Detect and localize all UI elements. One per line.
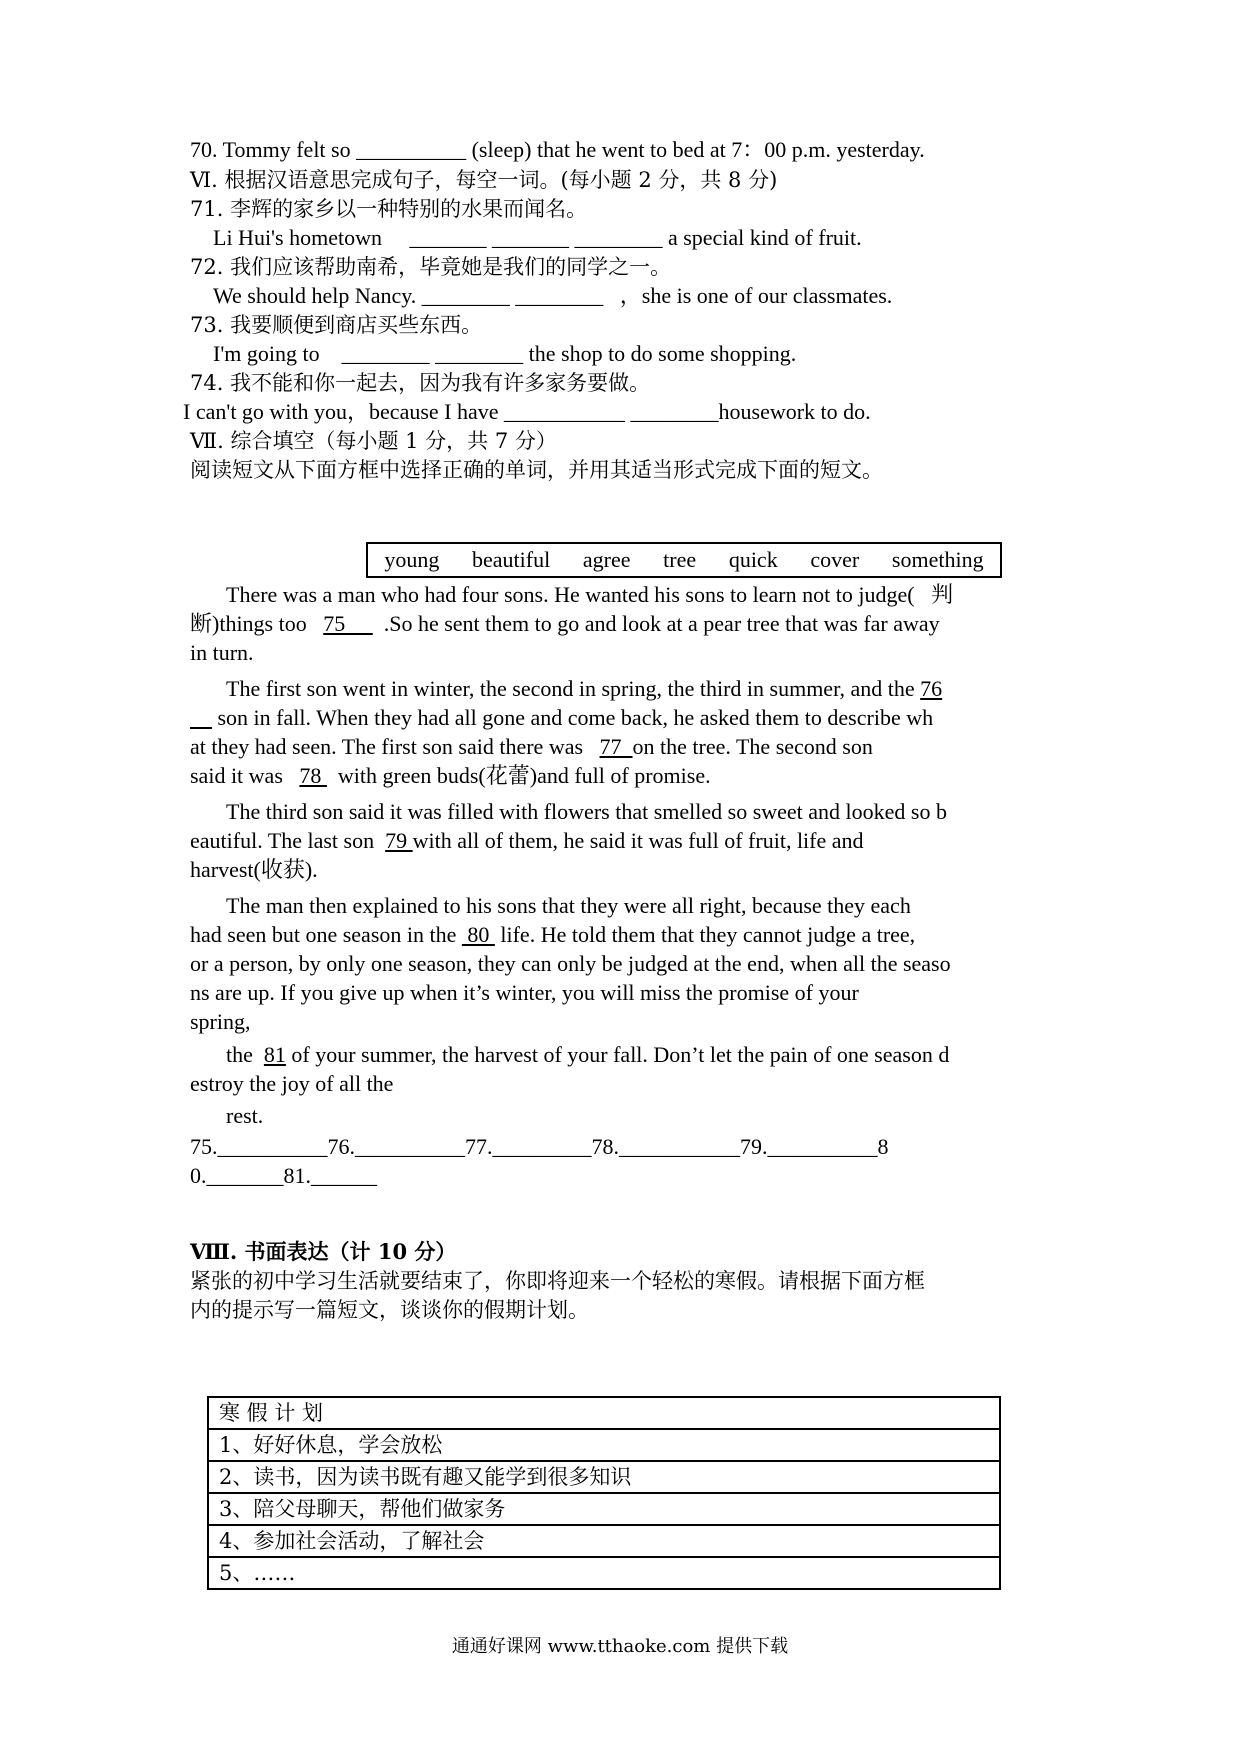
blank-76: 76 xyxy=(920,676,943,701)
question-70: 70. Tommy felt so __________ (sleep) that he went to bed at 7：00 p.m. yesterday. xyxy=(190,137,925,162)
passage-line: harvest(收获). xyxy=(190,857,318,882)
vacation-plan-table xyxy=(207,1396,1001,1590)
word-box-item: quick xyxy=(728,547,778,572)
word-box-item: agree xyxy=(582,547,631,572)
word-box-item: beautiful xyxy=(472,547,551,572)
passage-line: the 81 of your summer, the harvest of your fall. Don’t let the pain of one season d xyxy=(226,1042,950,1067)
plan-table-title: 寒 假 计 划 xyxy=(208,1397,1000,1429)
answer-line: 0._______81.______ xyxy=(190,1163,377,1188)
blank-77: 77 xyxy=(599,734,633,759)
question-72-chinese: 72. 我们应该帮助南希，毕竟她是我们的同学之一。 xyxy=(190,255,672,279)
passage-line: in turn. xyxy=(190,640,254,665)
plan-row: 4、参加社会活动，了解社会 xyxy=(208,1525,1000,1557)
section-8-instruction: 紧张的初中学习生活就要结束了，你即将迎来一个轻松的寒假。请根据下面方框 xyxy=(190,1269,925,1293)
question-74-chinese: 74. 我不能和你一起去，因为我有许多家务要做。 xyxy=(190,371,651,395)
blank-76-underline xyxy=(190,705,212,730)
plan-row: 1、好好休息，学会放松 xyxy=(208,1429,1000,1461)
passage-line: rest. xyxy=(226,1103,264,1128)
passage-line: ns are up. If you give up when it’s winter, you will miss the promise of your xyxy=(190,980,859,1005)
plan-row: 3、陪父母聊天，帮他们做家务 xyxy=(208,1493,1000,1525)
plan-row: 5、…… xyxy=(208,1557,1000,1589)
passage-line: eautiful. The last son 79 with all of them, he said it was full of fruit, life and xyxy=(190,828,864,853)
passage-line: The man then explained to his sons that they were all right, because they each xyxy=(226,893,911,918)
question-74-english: I can't go with you，because I have ___________ ________housework to do. xyxy=(183,399,871,424)
passage-line: estroy the joy of all the xyxy=(190,1071,394,1096)
word-box-item: cover xyxy=(810,547,860,572)
section-7-heading: Ⅶ. 综合填空（每小题 1 分，共 7 分） xyxy=(190,429,557,453)
question-71-chinese: 71. 李辉的家乡以一种特别的水果而闻名。 xyxy=(190,197,588,221)
blank-78: 78 xyxy=(299,763,327,788)
question-72-english: We should help Nancy. ________ ________ ，she is one of our classmates. xyxy=(213,283,893,308)
passage-line: spring, xyxy=(190,1009,251,1034)
passage-line: The first son went in winter, the second in spring, the third in summer, and the 76 xyxy=(226,676,943,701)
question-71-english: Li Hui's hometown _______ _______ ________ a special kind of fruit. xyxy=(213,225,862,250)
question-73-chinese: 73. 我要顺便到商店买些东西。 xyxy=(190,313,483,337)
section-6-heading: Ⅵ. 根据汉语意思完成句子，每空一词。(每小题 2 分，共 8 分) xyxy=(190,168,778,192)
passage-line: said it was 78 with green buds(花蕾)and full of promise. xyxy=(190,763,711,788)
word-box-item: young xyxy=(384,547,440,572)
passage-line: son in fall. When they had all gone and come back, he asked them to describe wh xyxy=(190,703,933,733)
section-8-instruction: 内的提示写一篇短文，谈谈你的假期计划。 xyxy=(190,1298,589,1322)
passage-line: The third son said it was filled with flowers that smelled so sweet and looked so b xyxy=(226,799,947,824)
word-box xyxy=(366,542,1002,578)
footer: 通通好课网 www.tthaoke.com 提供下载 xyxy=(451,1636,789,1657)
word-box-item: something xyxy=(891,547,984,572)
answer-line: 75.__________76.__________77._________78.___________79.__________8 xyxy=(190,1134,889,1159)
blank-81: 81 xyxy=(263,1042,286,1067)
section-8-heading: Ⅷ. 书面表达（计 10 分） xyxy=(190,1239,457,1264)
blank-80: 80 xyxy=(461,922,495,947)
passage-line: 断)things too 75 .So he sent them to go and look at a pear tree that was far away xyxy=(190,611,940,636)
passage-line: or a person, by only one season, they can only be judged at the end, when all the seaso xyxy=(190,951,951,976)
section-7-instruction: 阅读短文从下面方框中选择正确的单词，并用其适当形式完成下面的短文。 xyxy=(190,458,883,482)
blank-75: 75 xyxy=(323,611,373,636)
blank-79: 79 xyxy=(385,828,413,853)
passage-line: at they had seen. The first son said there was 77 on the tree. The second son xyxy=(190,734,873,759)
passage-line: There was a man who had four sons. He wanted his sons to learn not to judge( 判 xyxy=(226,582,954,607)
question-73-english: I'm going to ________ ________ the shop to do some shopping. xyxy=(213,341,797,366)
plan-row: 2、读书，因为读书既有趣又能学到很多知识 xyxy=(208,1461,1000,1493)
passage-line: had seen but one season in the 80 life. He told them that they cannot judge a tree, xyxy=(190,922,916,947)
word-box-item: tree xyxy=(663,547,697,572)
